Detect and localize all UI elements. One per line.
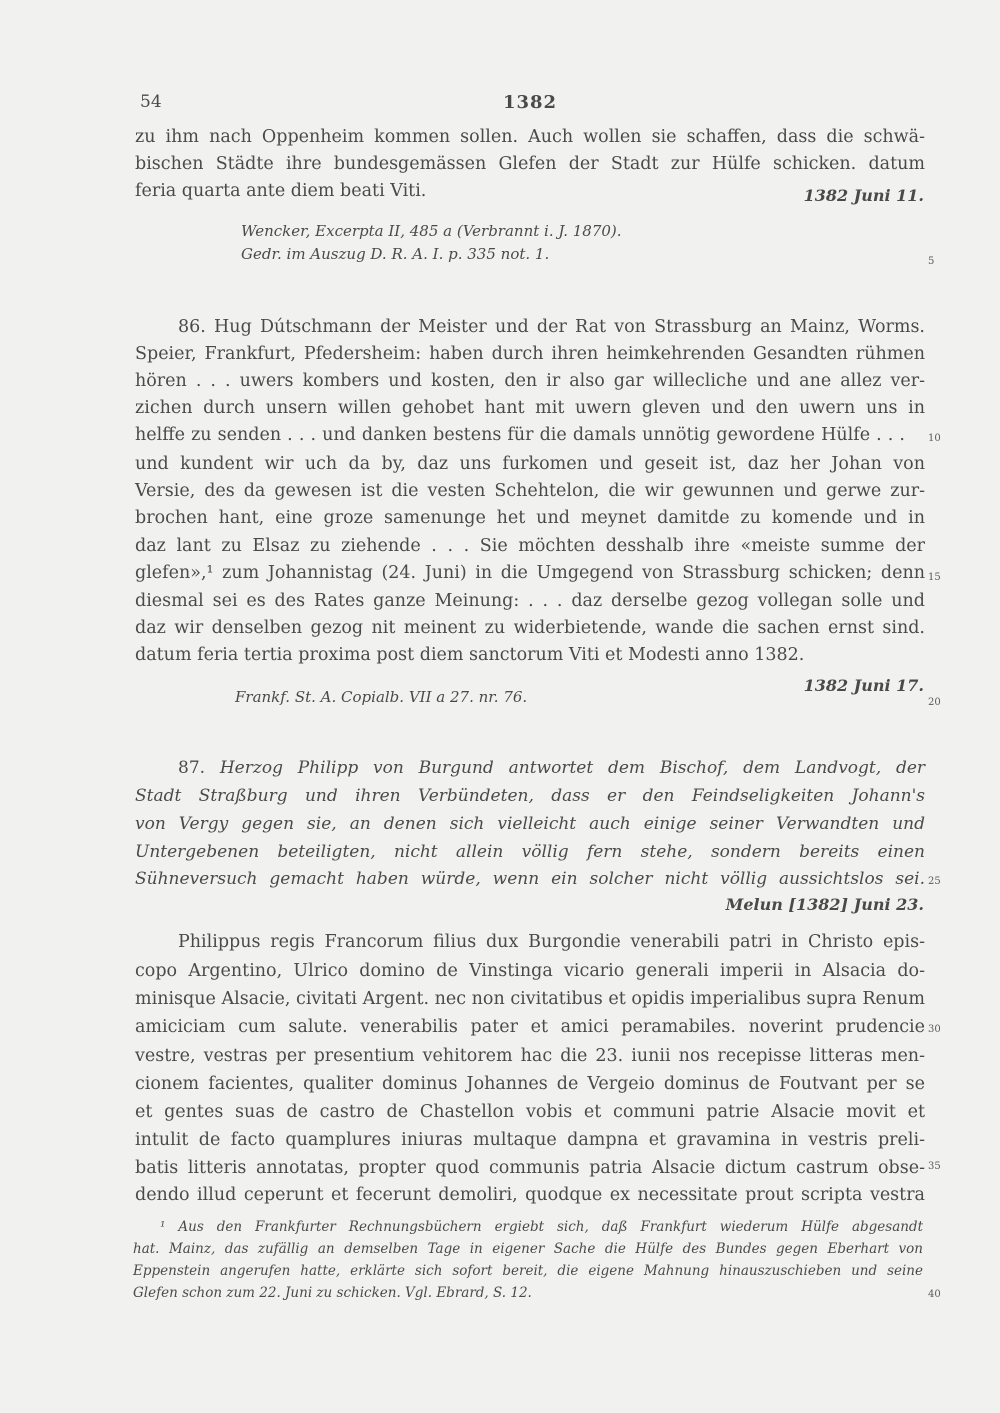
footnote-line: hat. Mainz, das zufällig an demselben Tage in eigener Sache die Hülfe des Bundes gegen Eberhart von	[133, 1241, 923, 1257]
body-line: und kundent wir uch da by, daz uns furkomen und geseit ist, daz her Johan von	[135, 454, 925, 474]
body-line: vestre, vestras per presentium vehitorem hac die 23. iunii nos recepisse litteras men-	[135, 1046, 925, 1066]
body-line: daz lant zu Elsaz zu ziehende . . . Sie möchten desshalb ihre «meiste summe der	[135, 536, 925, 556]
running-head	[134, 92, 926, 118]
margin-line-number: 20	[928, 697, 941, 708]
body-line: cionem facientes, qualiter dominus Johannes de Vergeio dominus de Foutvant per se	[135, 1074, 925, 1094]
body-line: zu ihm nach Oppenheim kommen sollen. Auch wollen sie schaffen, dass die schwä-	[135, 127, 925, 147]
footnote-line: Eppenstein angerufen hatte, erklärte sich sofort bereit, die eigene Mahnung hinauszuschieben und seine	[133, 1263, 923, 1279]
entry-first-line: Hug Dútschmann der Meister und der Rat von Strassburg an Mainz, Worms.	[214, 317, 925, 337]
body-line: helffe zu senden . . . und danken bestens für die damals unnötig gewordene Hülfe . . .	[135, 425, 905, 445]
regest-heading-line	[178, 755, 925, 782]
source-citation: Frankf. St. A. Copialb. VII a 27. nr. 76.	[235, 688, 528, 706]
entry-number: 86.	[178, 317, 206, 337]
entry-date: 1382 Juni 17.	[803, 676, 924, 695]
body-line: zichen durch unsern willen gehobet hant mit uwern gleven und den uwern uns in	[135, 398, 925, 418]
body-line: hören . . . uwers kombers und kosten, den ir also gar willecliche und ane allez ver-	[135, 371, 925, 391]
source-citation: Wencker, Excerpta II, 485 a (Verbrannt i. J. 1870).	[241, 222, 622, 240]
body-line: intulit de facto quamplures iniuras multaque dampna et gravamina in vestris preli-	[135, 1130, 925, 1150]
body-line: diesmal sei es des Rates ganze Meinung: . . . daz derselbe gezog vollegan solle und	[135, 591, 925, 611]
body-line: brochen hant, eine groze samenunge het und meynet damitde zu komende und in	[135, 508, 925, 528]
regest-line: Stadt Straßburg und ihren Verbündeten, dass er den Feindseligkeiten Johann's	[135, 786, 925, 806]
entry-date: 1382 Juni 11.	[803, 186, 924, 205]
margin-line-number: 25	[928, 876, 941, 887]
body-line: copo Argentino, Ulrico domino de Vinstinga vicario generali imperii in Alsacia do-	[135, 961, 925, 981]
body-line: glefen»,¹ zum Johannistag (24. Juni) in die Umgegend von Strassburg schicken; denn	[135, 563, 925, 583]
page-number: 54	[140, 92, 162, 112]
footnote-line: Glefen schon zum 22. Juni zu schicken. Vgl. Ebrard, S. 12.	[133, 1285, 532, 1301]
source-citation: Gedr. im Auszug D. R. A. I. p. 335 not. 1.	[241, 245, 550, 263]
body-line: batis litteris annotatas, propter quod communis patria Alsacie dictum castrum obse-	[135, 1158, 925, 1178]
margin-line-number: 5	[928, 256, 935, 267]
body-line: daz wir denselben gezog nit meinent zu widerbietende, wande die sachen ernst sind.	[135, 618, 925, 638]
margin-line-number: 40	[928, 1289, 941, 1300]
entry-date: Melun [1382] Juni 23.	[725, 895, 924, 914]
body-line: minisque Alsacie, civitati Argent. nec non civitatibus et opidis imperialibus supra Renum	[135, 989, 925, 1009]
margin-line-number: 15	[928, 572, 941, 583]
body-line: et gentes suas de castro de Chastellon vobis et communi patrie Alsacie movit et	[135, 1102, 925, 1122]
body-line: Speier, Frankfurt, Pfedersheim: haben durch ihren heimkehrenden Gesandten rühmen	[135, 344, 925, 364]
entry-heading-line	[178, 314, 925, 341]
margin-line-number: 35	[928, 1161, 941, 1172]
body-line: feria quarta ante diem beati Viti.	[135, 181, 427, 201]
margin-line-number: 30	[928, 1024, 941, 1035]
margin-line-number: 10	[928, 433, 941, 444]
regest-line: von Vergy gegen sie, an denen sich vielleicht auch einige seiner Verwandten und	[135, 814, 925, 834]
body-line: amiciciam cum salute. venerabilis pater et amici peramabiles. noverint prudencie	[135, 1017, 925, 1037]
body-line: Versie, des da gewesen ist die vesten Schehtelon, die wir gewunnen und gerwe zur-	[135, 481, 925, 501]
body-line: datum feria tertia proxima post diem sanctorum Viti et Modesti anno 1382.	[135, 645, 805, 665]
running-head-year: 1382	[502, 92, 558, 113]
body-line: Philippus regis Francorum filius dux Burgondie venerabili patri in Christo epis-	[178, 932, 925, 952]
body-line: bischen Städte ihre bundesgemässen Glefen der Stadt zur Hülfe schicken. datum	[135, 154, 925, 174]
entry-number: 87.	[178, 758, 206, 778]
regest-line: Herzog Philipp von Burgund antwortet dem Bischof, dem Landvogt, der	[219, 758, 926, 778]
footnote-line: ¹ Aus den Frankfurter Rechnungsbüchern ergiebt sich, daß Frankfurt wiederum Hülfe abgesandt	[160, 1219, 923, 1235]
regest-line: Untergebenen beteiligten, nicht allein völlig fern stehe, sondern bereits einen	[135, 842, 925, 862]
regest-line: Sühneversuch gemacht haben würde, wenn ein solcher nicht völlig aussichtslos sei.	[135, 869, 925, 889]
body-line: dendo illud ceperunt et fecerunt demoliri, quodque ex necessitate prout scripta vestra	[135, 1185, 925, 1205]
